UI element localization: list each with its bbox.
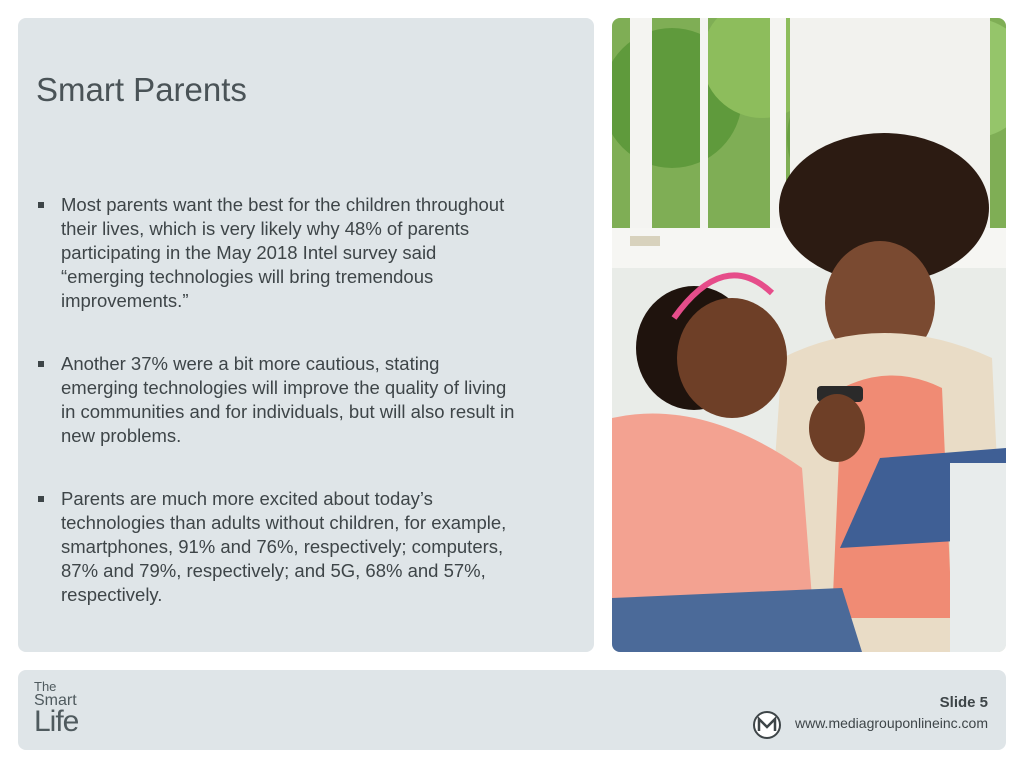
mediagroup-logo-icon — [752, 710, 782, 740]
slide-title: Smart Parents — [36, 71, 247, 108]
square-bullet-icon — [38, 202, 44, 208]
bullet-item — [36, 487, 516, 607]
square-bullet-icon — [38, 361, 44, 367]
logo-line-3: Life — [34, 705, 79, 738]
website-link[interactable]: www.mediagrouponlineinc.com — [795, 715, 988, 731]
the-smart-life-logo — [34, 680, 78, 736]
photo-illustration — [612, 18, 1006, 652]
bullet-item — [36, 352, 516, 448]
square-bullet-icon — [38, 496, 44, 502]
bullet-text: Most parents want the best for the children throughout their lives, which is very likely why 48% of parents participating in the May 2018 Intel survey said “emerging technologies will bring tremendous improvements.” — [61, 194, 505, 311]
logo-line-2: Smart — [34, 692, 77, 709]
logo-line-1: The — [34, 679, 57, 694]
slide-number: Slide 5 — [939, 694, 988, 711]
bullet-text: Parents are much more excited about today’s technologies than adults without children, for example, smartphones, 91% and 76%, respectively; computers, 87% and 79%, respectively; and 5G, 68% and 57%, respectively. — [61, 488, 507, 605]
footer-bar — [18, 670, 1006, 750]
bullet-item — [36, 193, 516, 313]
bullet-list — [36, 193, 516, 646]
mother-daughter-photo — [612, 18, 1006, 652]
bullet-text: Another 37% were a bit more cautious, stating emerging technologies will improve the quality of living in communities and for individuals, but will also result in new problems. — [61, 353, 515, 446]
text-panel — [18, 18, 594, 652]
